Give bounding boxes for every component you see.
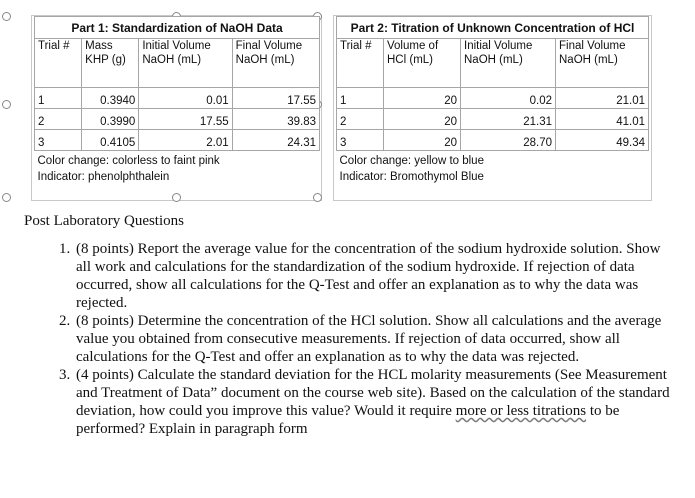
column-header: Volume of HCl (mL) bbox=[384, 39, 461, 88]
table-cell: 21.01 bbox=[556, 88, 649, 109]
question-item bbox=[74, 366, 674, 438]
table-row bbox=[337, 88, 649, 109]
table-row bbox=[35, 88, 320, 109]
question-item: 1. (8 points) Report the average value for the concentration of the sodium hydroxide solution. Show all work and calculations for the standardization of the sodium hydroxide. If rejection of data occurred, show all calculations for the Q-Test and offer an explanation as to why the data was rejected. bbox=[74, 240, 674, 312]
question-list bbox=[24, 240, 674, 438]
table-cell: 2 bbox=[337, 109, 384, 130]
question-text: to be performed? Explain in paragraph form bbox=[76, 403, 620, 437]
table-title: Part 2: Titration of Unknown Concentration of HCl bbox=[337, 17, 649, 39]
table-cell: 17.55 bbox=[139, 109, 232, 130]
table-row bbox=[337, 130, 649, 151]
column-header: Initial Volume NaOH (mL) bbox=[461, 39, 556, 88]
table-cell: 0.01 bbox=[139, 88, 232, 109]
column-header: Initial Volume NaOH (mL) bbox=[139, 39, 232, 88]
table-cell: 0.3990 bbox=[82, 109, 139, 130]
question-text: (4 points) Calculate the standard deviation for the HCL molarity measurements (See Measurement and Treatment of Data” document on the course web site). Based on the calculation of the standard deviation, how could you improve this value? Would it require bbox=[76, 367, 670, 419]
table-row bbox=[35, 109, 320, 130]
table-cell: 2 bbox=[35, 109, 82, 130]
table-cell: 0.4105 bbox=[82, 130, 139, 151]
table-row bbox=[35, 130, 320, 151]
table-cell: 20 bbox=[384, 109, 461, 130]
spellcheck-flagged-text[interactable]: more or less titrations bbox=[455, 403, 587, 419]
question-item: 2. (8 points) Determine the concentration of the HCl solution. Show all calculations and the average value you obtained from consecutive measurements. If rejection of data occurred, show all calculations for the Q-Test and offer an explanation as to why the data was rejected. bbox=[74, 312, 674, 366]
resize-handle[interactable] bbox=[2, 100, 11, 109]
table-cell: 20 bbox=[384, 88, 461, 109]
color-change-note: Color change: yellow to blue bbox=[339, 155, 484, 167]
table-cell: 20 bbox=[384, 130, 461, 151]
table-cell: 21.31 bbox=[461, 109, 556, 130]
post-lab-section bbox=[24, 212, 674, 438]
table-cell: 0.3940 bbox=[82, 88, 139, 109]
section-heading: Post Laboratory Questions bbox=[24, 213, 184, 229]
table-cell: 2.01 bbox=[139, 130, 232, 151]
table-cell: 41.01 bbox=[556, 109, 649, 130]
table-cell: 17.55 bbox=[232, 88, 319, 109]
table-title: Part 1: Standardization of NaOH Data bbox=[35, 17, 320, 39]
column-header: Trial # bbox=[337, 39, 384, 88]
indicator-note: Indicator: phenolphthalein bbox=[37, 171, 170, 183]
table-cell: 28.70 bbox=[461, 130, 556, 151]
table-row bbox=[337, 109, 649, 130]
table-cell: 0.02 bbox=[461, 88, 556, 109]
hcl-titration-table bbox=[336, 16, 649, 187]
table-cell: 3 bbox=[337, 130, 384, 151]
indicator-note: Indicator: Bromothymol Blue bbox=[339, 171, 484, 183]
resize-handle[interactable] bbox=[313, 193, 322, 202]
table-cell: 1 bbox=[35, 88, 82, 109]
color-change-note: Color change: colorless to faint pink bbox=[37, 155, 220, 167]
resize-handle[interactable] bbox=[172, 193, 181, 202]
column-header: Final Volume NaOH (mL) bbox=[232, 39, 319, 88]
column-header: Trial # bbox=[35, 39, 82, 88]
resize-handle[interactable] bbox=[2, 12, 11, 21]
table-cell: 24.31 bbox=[232, 130, 319, 151]
column-header: Final Volume NaOH (mL) bbox=[556, 39, 649, 88]
table-cell: 3 bbox=[35, 130, 82, 151]
naoh-standardization-table bbox=[34, 16, 320, 187]
resize-handle[interactable] bbox=[2, 193, 11, 202]
table-cell: 1 bbox=[337, 88, 384, 109]
table-cell: 49.34 bbox=[556, 130, 649, 151]
column-header: Mass KHP (g) bbox=[82, 39, 139, 88]
table-cell: 39.83 bbox=[232, 109, 319, 130]
